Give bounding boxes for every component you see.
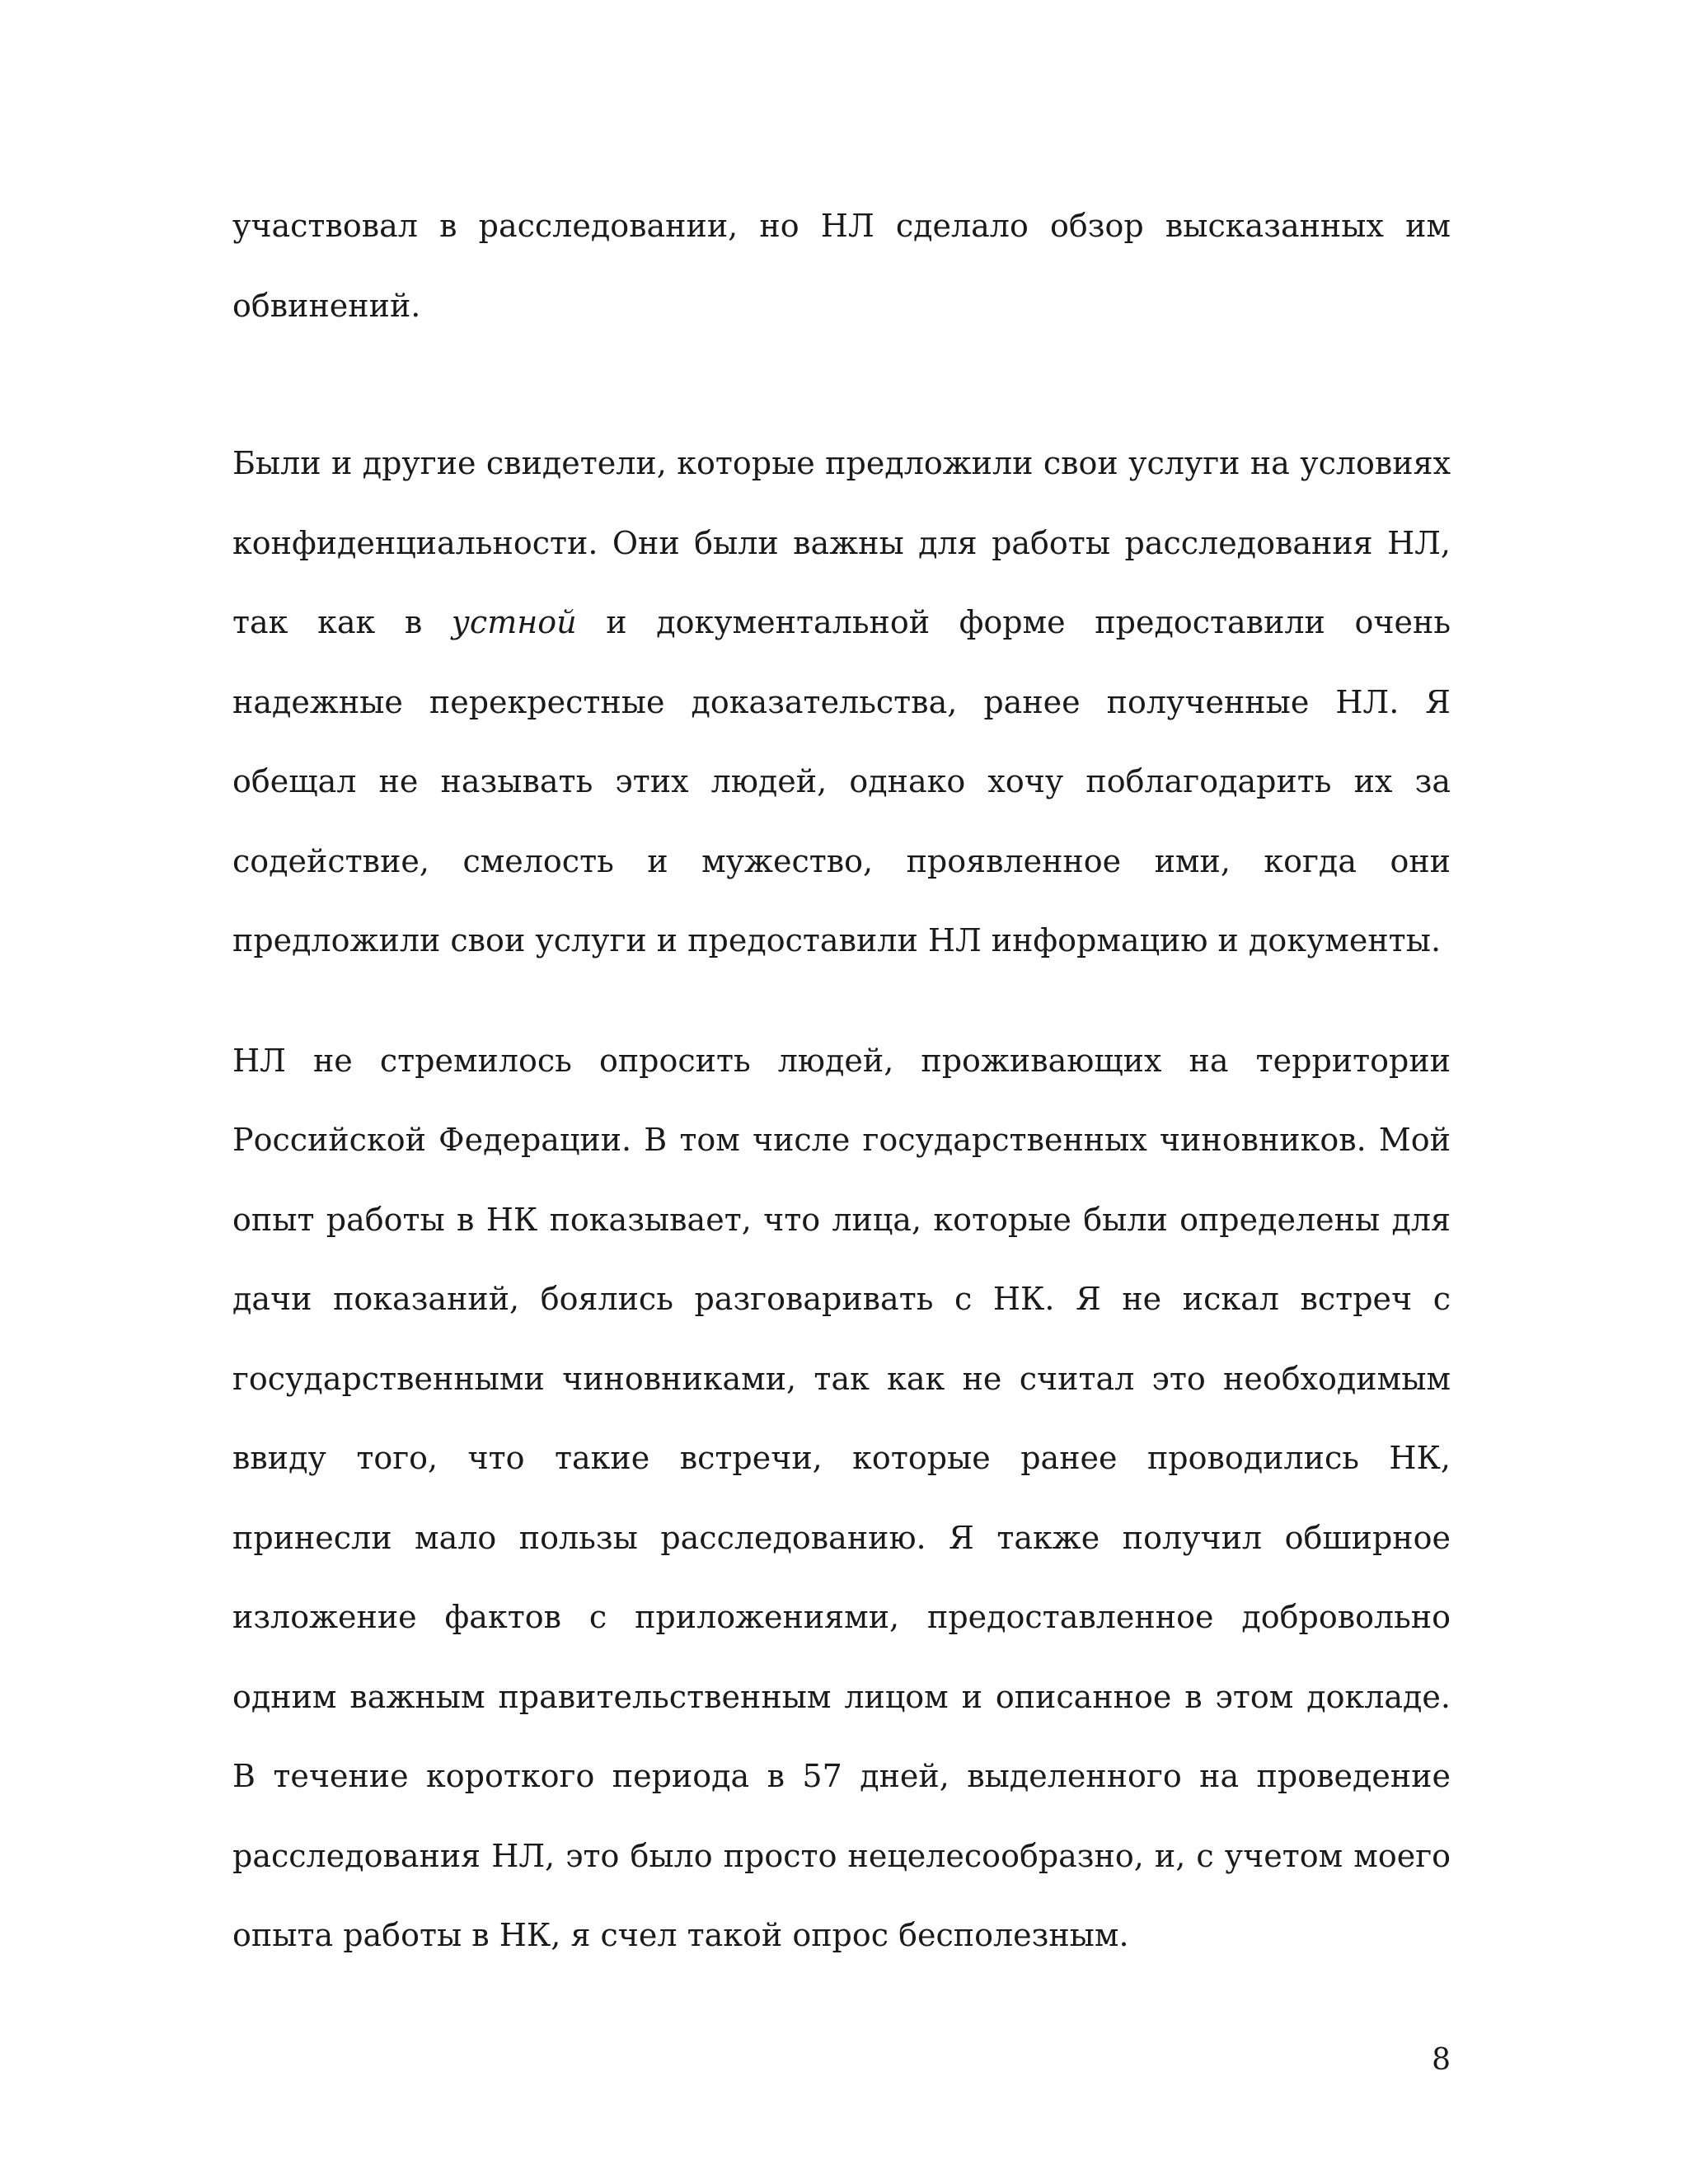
paragraph-3-text: НЛ не стремилось опросить людей, проживающих на территории Российской Федерации. В том числе государственных чиновников. Мой опыт работы в НК показывает, что лица, которые были определены для дачи показаний, боялись разговаривать с НК. Я не искал встреч с государственными чиновниками, так как не считал это необходимым ввиду того, что такие встречи, которые ранее проводились НК, принесли мало пользы расследованию. Я также получил обширное изложение фактов с приложениями, предоставленное добровольно одним важным правительственным лицом и описанное в этом докладе. В течение короткого периода в 57 дней, выделенного на проведение расследования НЛ, это было просто нецелесообразно, и, с учетом моего опыта работы в НК, я счел такой опрос бесполезным. xyxy=(232,1042,1451,1953)
paragraph-2-italic-word: устной xyxy=(451,604,577,640)
paragraph-1 xyxy=(232,186,1451,345)
document-body xyxy=(232,186,1451,1975)
paragraph-1-text: участвовал в расследовании, но НЛ сделало обзор высказанных им обвинений. xyxy=(232,208,1451,324)
paragraph-2-text-start: Были и другие свидетели, которые предложили свои услуги на условиях конфиденциальности. Они были важны для работы расследования НЛ, так как в xyxy=(232,445,1451,640)
page-number: 8 xyxy=(1432,2043,1451,2077)
paragraph-2 xyxy=(232,424,1451,981)
paragraph-2-text-end: и документальной форме предоставили очень надежные перекрестные доказательства, ранее полученные НЛ. Я обещал не называть этих людей, однако хочу поблагодарить их за содействие, смелость и мужество, проявленное ими, когда они предложили свои услуги и предоставили НЛ информацию и документы. xyxy=(232,604,1451,958)
paragraph-3 xyxy=(232,1021,1451,1975)
